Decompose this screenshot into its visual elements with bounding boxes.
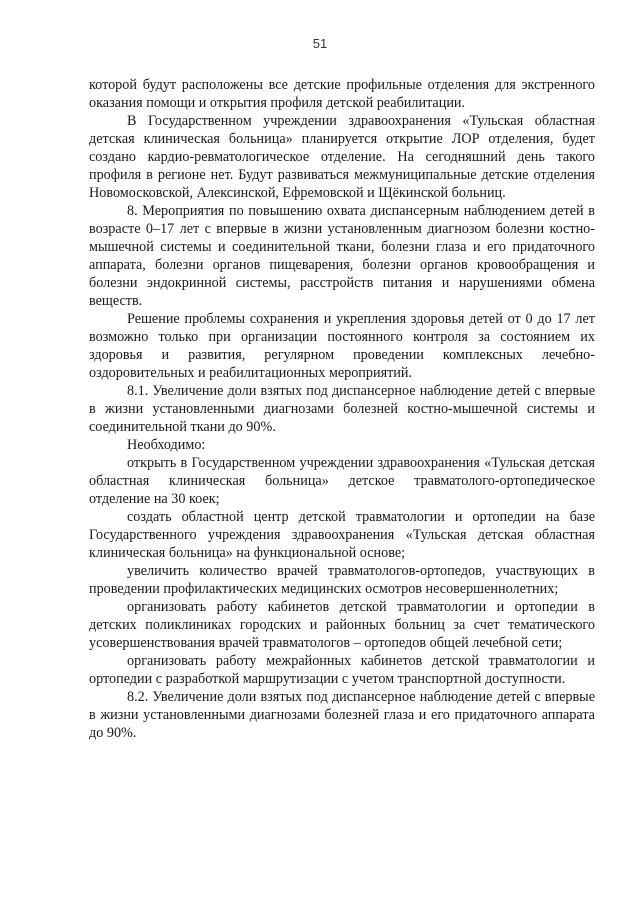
list-item-create-center: создать областной центр детской травматологии и ортопедии на базе Государственного учреждения здравоохранения «Тульская детская областная клиническая больница» на функциональной основе; [89,509,595,561]
page-number: 51 [312,36,328,51]
paragraph-measures-8: 8. Мероприятия по повышению охвата диспансерным наблюдением детей в возрасте 0–17 лет с впервые в жизни установленным диагнозом болезни костно-мышечной системы и соединительной ткани, болезни глаза и его придаточного аппарата, болезни органов пищеварения, болезни органов кровообращения и болезни эндокринной системы, расстройств питания и нарушениями обмена веществ. [89,203,595,309]
paragraph-health-solution: Решение проблемы сохранения и укрепления здоровья детей от 0 до 17 лет возможно только при организации постоянного контроля за состоянием их здоровья и развития, регулярном проведении комплексных лечебно-оздоровительных и реабилитационных мероприятий. [89,311,595,381]
paragraph-necessary: Необходимо: [127,437,206,453]
list-item-increase-doctors: увеличить количество врачей травматологов-ортопедов, участвующих в проведении профилактических медицинских осмотров несовершеннолетних; [89,563,595,597]
paragraph-hospital-plans: В Государственном учреждении здравоохранения «Тульская областная детская клиническая больница» планируется открытие ЛОР отделения, будет создано кардио-ревматологическое отделение. На сегодняшний день такого профиля в регионе нет. Будут развиваться межмуниципальные детские отделения Новомосковской, Алексинской, Ефремовской и Щёкинской больниц. [89,113,595,201]
list-item-open-department: открыть в Государственном учреждении здравоохранения «Тульская детская областная клиническая больница» детское травматолого-ортопедическое отделение на 30 коек; [89,455,595,507]
paragraph-measure-8-1: 8.1. Увеличение доли взятых под диспансерное наблюдение детей с впервые в жизни установленными диагнозами болезней костно-мышечной системы и соединительной ткани до 90%. [89,383,595,435]
document-body [89,76,595,742]
paragraph-continuation: которой будут расположены все детские профильные отделения для экстренного оказания помощи и открытия профиля детской реабилитации. [89,77,595,111]
list-item-interdistrict-offices: организовать работу межрайонных кабинетов детской травматологии и ортопедии с разработкой маршрутизации с учетом транспортной доступности. [89,653,595,687]
paragraph-measure-8-2: 8.2. Увеличение доли взятых под диспансерное наблюдение детей с впервые в жизни установленными диагнозами болезней глаза и его придаточного аппарата до 90%. [89,689,595,741]
list-item-organize-offices: организовать работу кабинетов детской травматологии и ортопедии в детских поликлиниках городских и районных больниц за счет тематического усовершенствования врачей травматологов – ортопедов общей лечебной сети; [89,599,595,651]
